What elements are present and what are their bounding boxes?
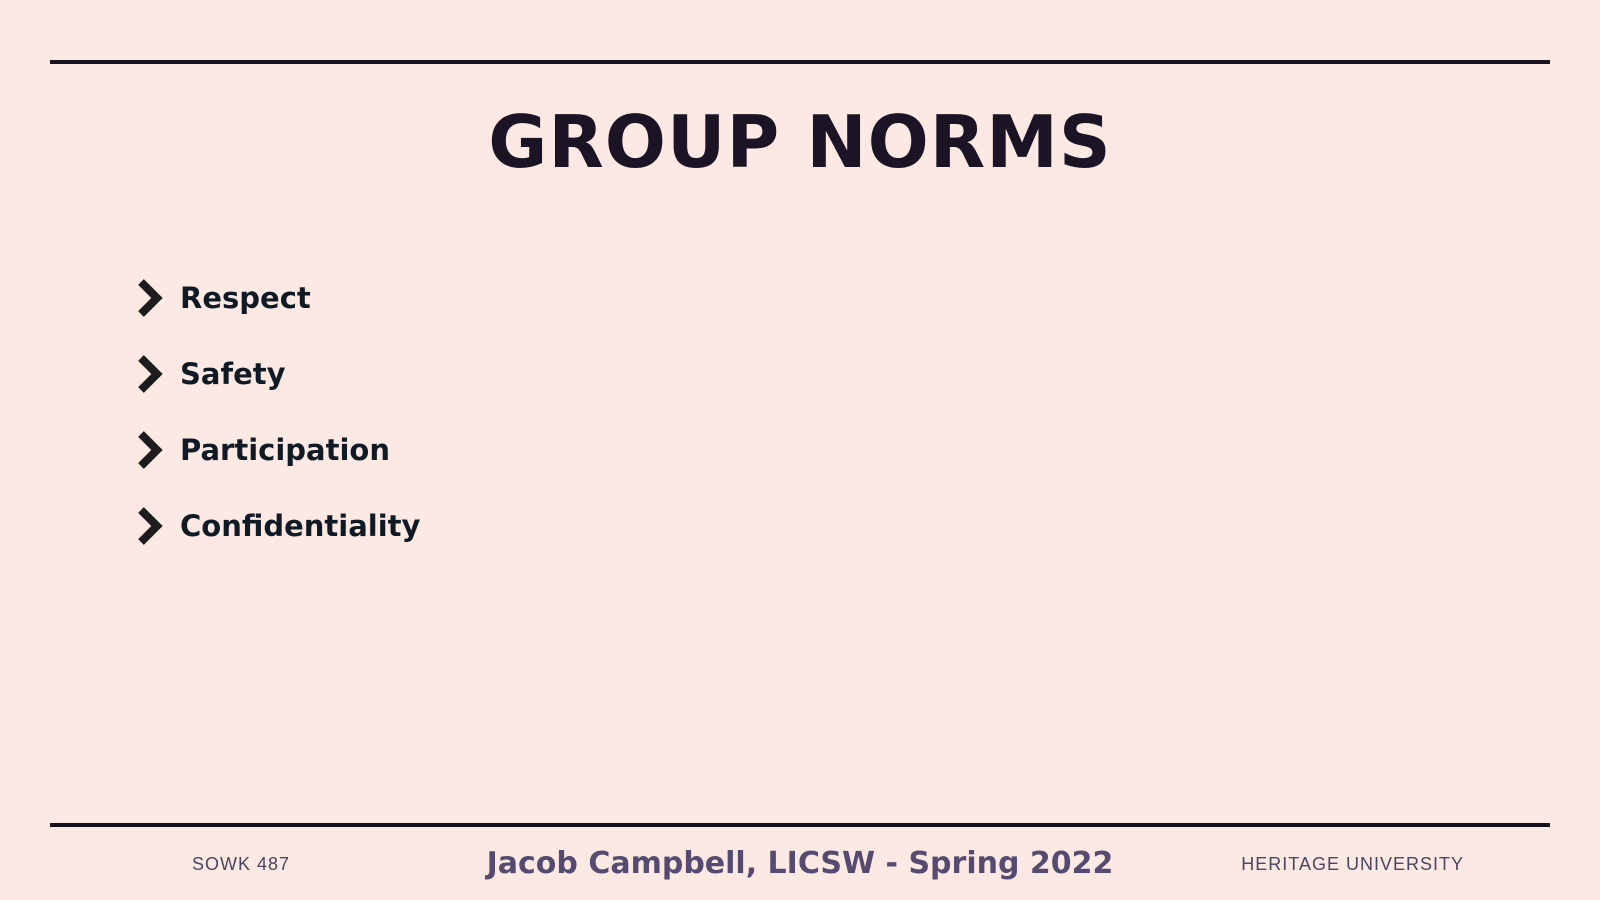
bullet-item — [136, 430, 420, 470]
footer-institution: HERITAGE UNIVERSITY — [1241, 854, 1464, 874]
slide-title: GROUP NORMS — [488, 100, 1112, 184]
chevron-right-icon — [136, 506, 166, 546]
bullet-label: Confidentiality — [180, 509, 421, 543]
chevron-right-icon — [136, 354, 166, 394]
chevron-right-icon — [136, 430, 166, 470]
footer-course: SOWK 487 — [192, 854, 291, 874]
bullet-label: Safety — [180, 357, 286, 391]
bullet-label: Respect — [180, 281, 311, 315]
bullet-list — [136, 278, 420, 582]
top-divider — [50, 60, 1550, 64]
bullet-item — [136, 506, 420, 546]
chevron-right-icon — [136, 278, 166, 318]
bullet-item — [136, 354, 420, 394]
bullet-item — [136, 278, 420, 318]
bullet-label: Participation — [180, 433, 390, 467]
bottom-divider — [50, 823, 1550, 827]
footer-author: Jacob Campbell, LICSW - Spring 2022 — [486, 846, 1114, 881]
